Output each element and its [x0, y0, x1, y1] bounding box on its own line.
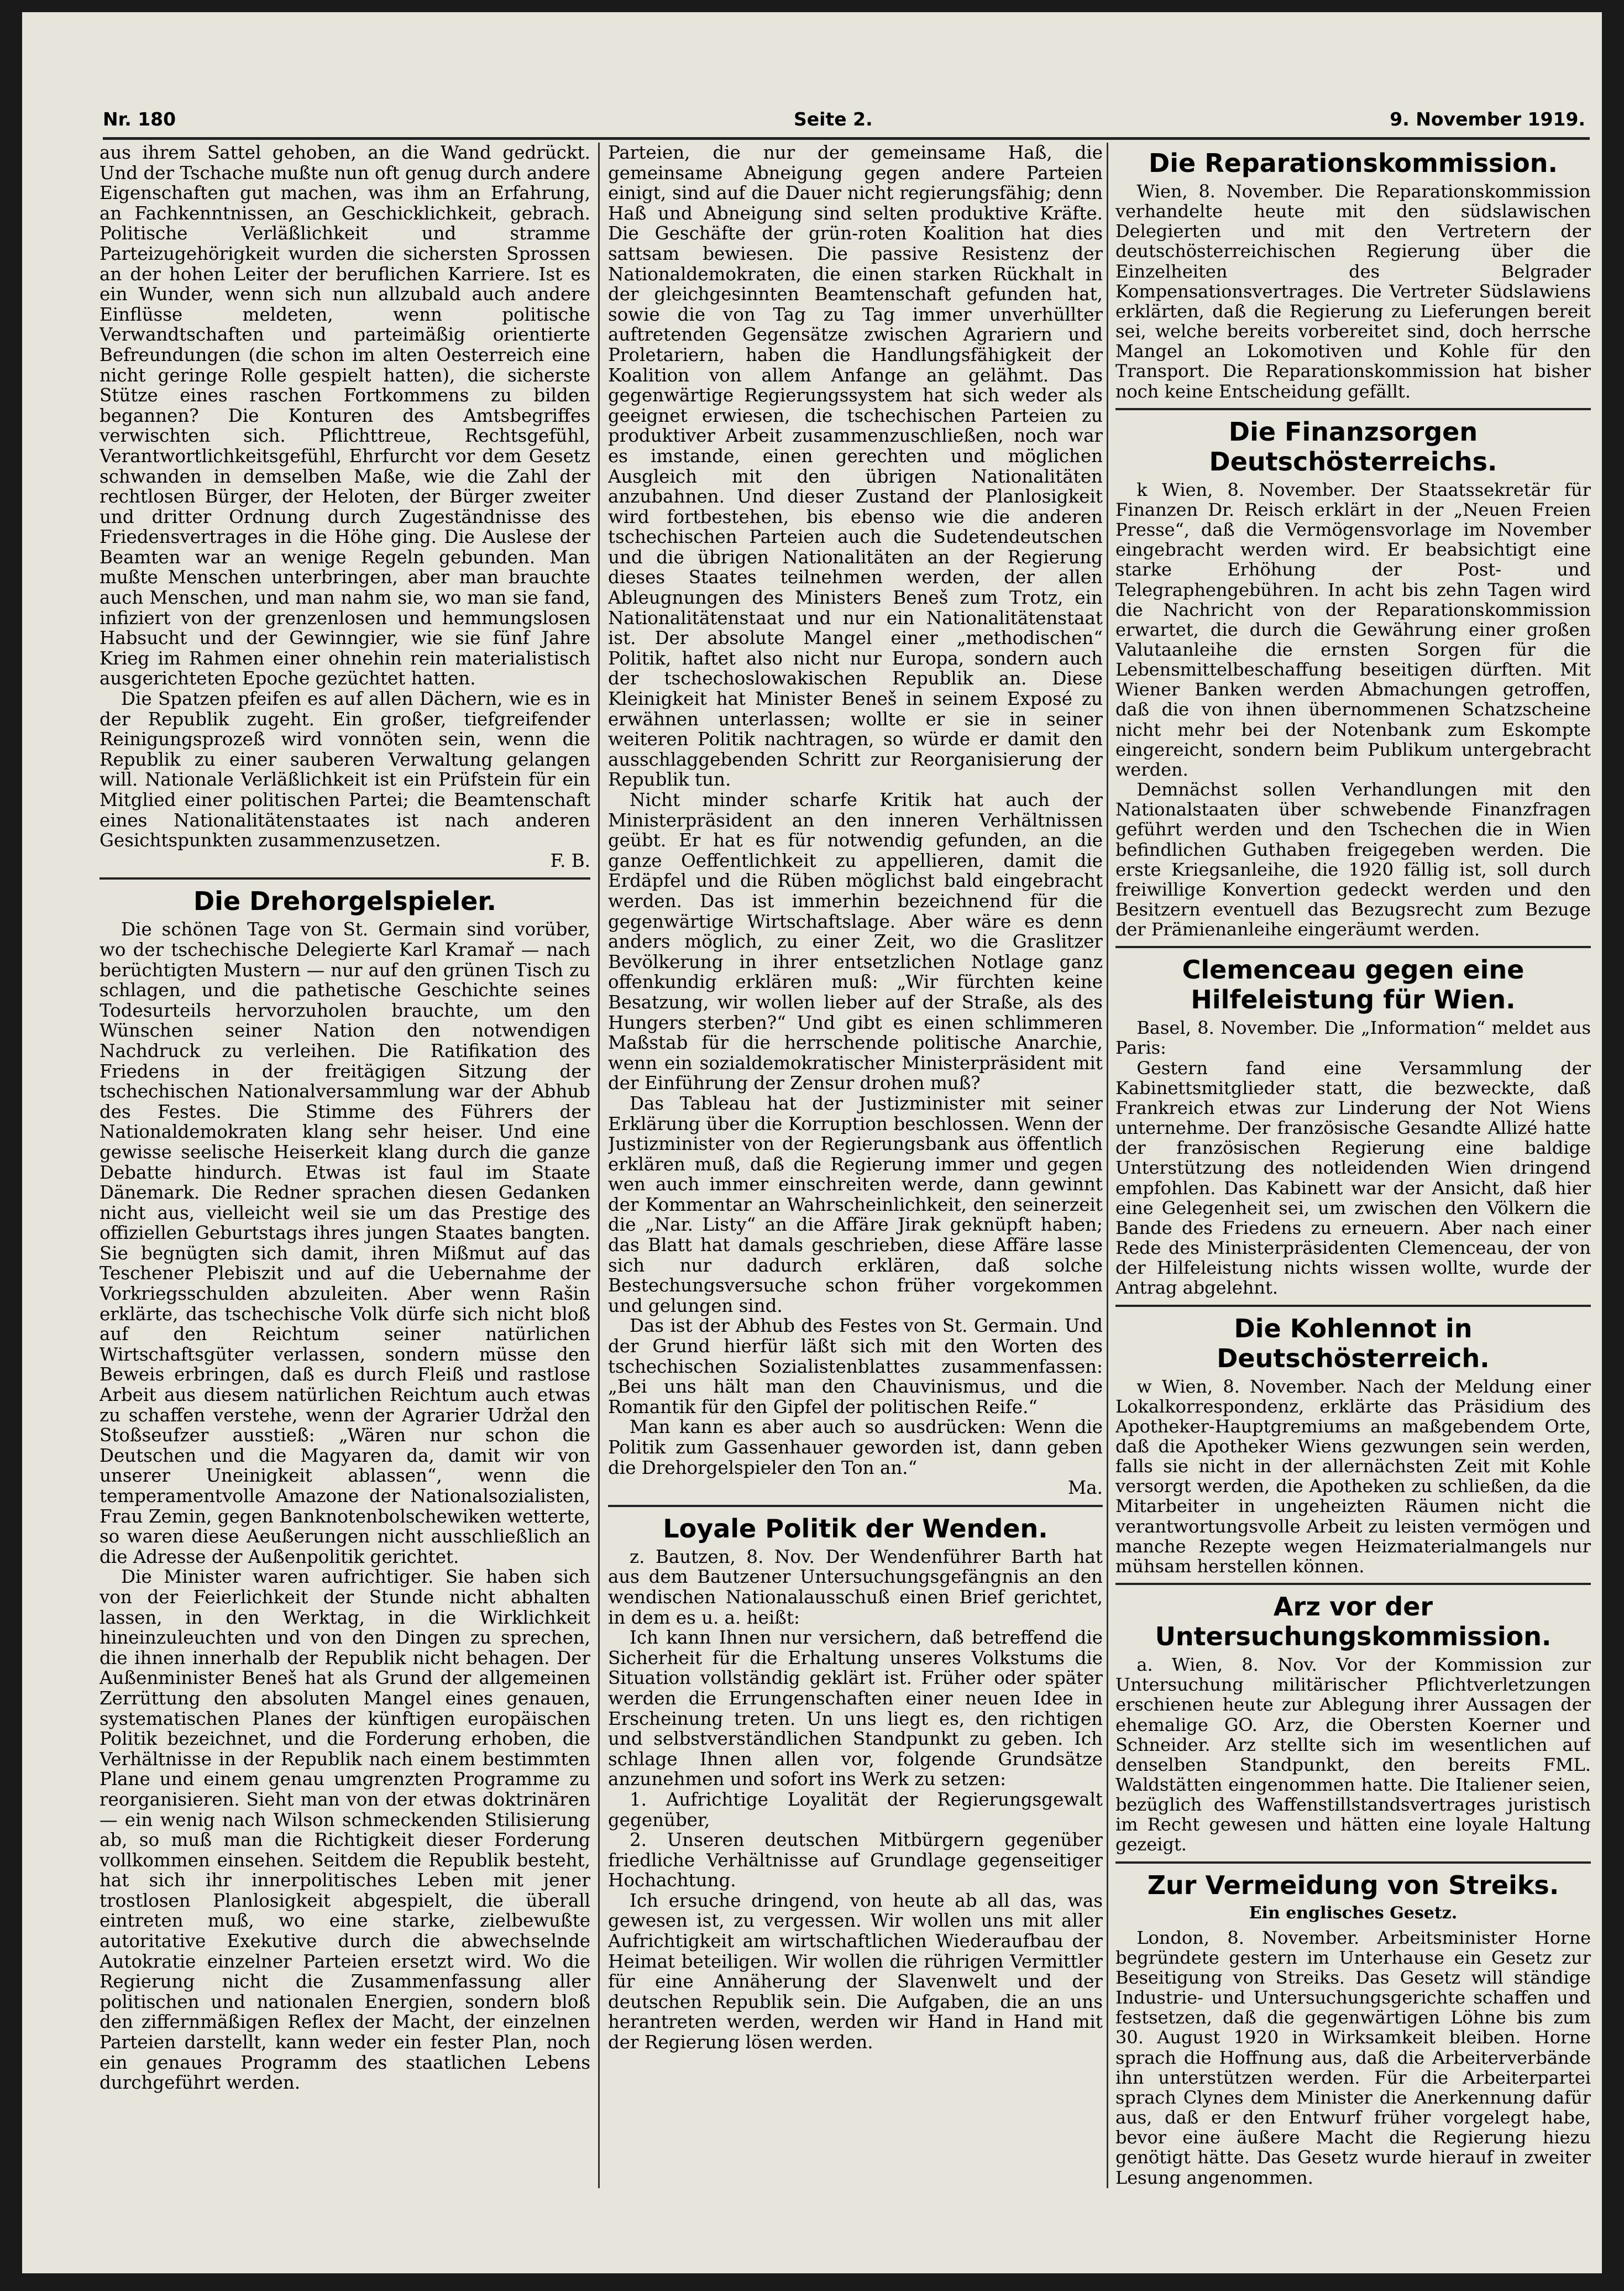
article-paragraph: Parteien, die nur der gemeinsame Haß, die gemeinsame Abneigung gegen andere Parteien einigt, sind auf die Dauer nicht regierungsfähig; denn Haß und Abneigung sind selten produktive Kräfte. Die Geschäfte der grün-roten Koalition hat dies sattsam bewiesen. Die passive Resistenz der Nationaldemokraten, die einen starken Rückhalt in der gleichgesinnten Beamtenschaft gefunden hat, sowie die von Tag zu Tag immer unverhüllter auftretenden Gegensätze zwischen Agrariern und Proletariern, haben die Handlungsfähigkeit der Koalition von allem Anfange an gelähmt. Das gegenwärtige Regierungssystem hat sich weder als geeignet erwiesen, die tschechischen Parteien zu produktiver Arbeit zusammenzuschließen, noch war es imstande, einen gerechten und möglichen Ausgleich mit den übrigen Nationalitäten anzubahnen. Und dieser Zustand der Planlosigkeit wird fortbestehen, bis ebenso wie die anderen tschechischen Parteien auch die Sudetendeutschen und die übrigen Nationalitäten an der Regierung dieses Staates teilnehmen werden, der allen Ableugnungen des Ministers Beneš zum Trotz, ein Nationalitätenstaat und nur ein Nationalitätenstaat ist. Der absolute Mangel einer „methodischen“ Politik, haftet also nicht nur Europa, sondern auch der tschechoslowakischen Republik an. Diese Kleinigkeit hat Minister Beneš in seinem Exposé zu erwähnen unterlassen; wollte er sie in seiner weiteren Politik nachtragen, so würde er damit den ausschlaggebenden Schritt zur Reorganisierung der Republik tun. — [608, 143, 1103, 791]
article-heading: Arz vor der Untersuchungskommission. — [1155, 1592, 1552, 1652]
article-paragraph: k Wien, 8. November. Der Staatssekretär für Finanzen Dr. Reisch erklärt in der „Neuen Freien Presse“, daß die Vermögensvorlage im November eingebracht werden wird. Er beabsichtigt eine starke Erhöhung der Post- und Telegraphengebühren. In acht bis zehn Tagen wird die Nachricht von der Reparationskommission erwartet, die durch die Gewährung einer großen Valutaanleihe die ernsten Sorgen für die Lebensmittelbeschaffung beseitigen dürften. Mit Wiener Banken werden Abmachungen getroffen, daß die von ihnen übernommenen Schatzscheine nicht mehr bei der Notenbank zum Eskompte eingereicht, sondern beim Publikum untergebracht werden. — [1115, 479, 1591, 780]
article-paragraph: a. Wien, 8. Nov. Vor der Kommission zur Untersuchung militärischer Pflichtverletzungen erschienen heute zur Ablegung ihrer Aussagen der ehemalige GO. Arz, die Obersten Koerner und Schneider. Arz stellte sich im wesentlichen auf denselben Standpunkt, den bereits FML. Waldstätten eingenommen hatte. Die Italiener seien, bezüglich des Waffenstillstandsvertrages juristisch im Recht gewesen und hätten eine loyale Haltung gezeigt. — [1115, 1654, 1591, 1855]
page-number: Seite 2. — [794, 108, 873, 130]
article-divider — [1115, 408, 1591, 410]
article-heading: Zur Vermeidung von Streiks. — [1147, 1870, 1559, 1900]
article-subheading: Ein englisches Gesetz. — [1249, 1903, 1458, 1923]
article-paragraph: Die Minister waren aufrichtiger. Sie haben sich von der Feierlichkeit der Stunde nicht abhalten lassen, in den Werktag, in die Wirklichkeit hineinzuleuchten und von den Dingen zu sprechen, die ihnen innerhalb der Republik nicht behagen. Der Außenminister Beneš hat als Grund der allgemeinen Zerrüttung den absoluten Mangel eines genauen, systematischen Planes der künftigen europäischen Politik bezeichnet, und die Forderung erhoben, die Verhältnisse in der Republik nach einem bestimmten Plane und einem genau umgrenzten Programme zu reorganisieren. Sieht man von der etwas doktrinären — ein wenig nach Wilson schmeckenden Stilisierung ab, so muß man die Richtigkeit dieser Forderung vollkommen einsehen. Seitdem die Republik besteht, hat sich ihr innerpolitisches Leben mit jener trostlosen Planlosigkeit abgespielt, die überall eintreten muß, wo eine starke, zielbewußte autoritative Exekutive durch die abwechselnde Autokratie einzelner Parteien ersetzt wird. Wo die Regierung nicht die Zusammenfassung aller politischen und nationalen Energien, sondern bloß den ziffernmäßigen Reflex der Macht, der einzelnen Parteien darstellt, kann weder ein fester Plan, noch ein genaues Programm des staatlichen Lebens durchgeführt werden. — [99, 1566, 590, 2094]
article-paragraph: Man kann es aber auch so ausdrücken: Wenn die Politik zum Gassenhauer geworden ist, dann geben die Drehorgelspieler den Ton an.“ — [608, 1416, 1103, 1478]
column-divider-1 — [598, 143, 600, 2188]
article-paragraph: Das ist der Abhub des Festes von St. Germain. Und der Grund hierfür läßt sich mit den Worten des tschechischen Sozialistenblattes zusammenfassen: „Bei uns hält man den Chauvinismus, und die Romantik für den Gipfel der politischen Reife.“ — [608, 1315, 1103, 1418]
article-paragraph: Die schönen Tage von St. Germain sind vorüber, wo der tschechische Delegierte Karl Kramař — nach berüchtigten Mustern — nur auf den grünen Tisch zu schlagen, und die pathetische Geschichte seines Todesurteils hervorzuholen brauchte, um den Wünschen seiner Nation den notwendigen Nachdruck zu verleihen. Die Ratifikation des Friedens in der freitägigen Sitzung der tschechischen Nationalversammlung war der Abhub des Festes. Die Stimme des Führers der Nationaldemokraten klang sehr heiser. Und eine gewisse seelische Heiserkeit klang durch die ganze Debatte hindurch. Etwas ist faul im Staate Dänemark. Die Redner sprachen diesen Gedanken nicht aus, vielleicht weil sie um das Prestige des offiziellen Geburtstags ihres jungen Staates bangten. Sie begnügten sich damit, ihren Mißmut auf das Teschener Plebiszit und auf die Uebernahme der Vorkriegsschulden abzuleiten. Aber wenn Rašin erklärte, das tschechische Volk dürfe sich nicht bloß auf den Reichtum seiner natürlichen Wirtschaftsgüter verlassen, sondern müsse den Beweis erbringen, daß es durch Fleiß und rastlose Arbeit aus diesem natürlichen Reichtum auch etwas zu schaffen verstehe, wenn der Agrarier Udržal den Stoßseufzer ausstieß: „Wären nur schon die Deutschen und die Magyaren da, damit wir von unserer Uneinigkeit ablassen“, wenn die temperamentvolle Amazone der Nationalsozialisten, Frau Zemin, gegen Banknotenbolschewiken wetterte, so waren diese Aeußerungen nicht ausschließlich an die Adresse der Außenpolitik gerichtet. — [99, 919, 590, 1567]
article-paragraph: Wien, 8. November. Die Reparationskommission verhandelte heute mit den südslawischen Delegierten und mit den Vertretern der deutschösterreichischen Regierung über die Einzelheiten des Belgrader Kompensationsvertrages. Die Vertreter Südslawiens erklärten, daß die Regierung zu Lieferungen bereit sei, welche bereits vorbereitet sind, doch herrsche Mangel an Lokomotiven und Kohle für den Transport. Die Reparationskommission hat bisher noch keine Entscheidung gefällt. — [1115, 181, 1591, 402]
article-heading: Clemenceau gegen eine Hilfeleistung für Wien. — [1182, 955, 1525, 1015]
article-paragraph: Das Tableau hat der Justizminister mit seiner Erklärung über die Korruption beschlossen. Wenn der Justizminister von der Regierungsbank aus öffentlich erklären muß, daß die Regierung immer und gegen wen auch immer einschreiten werde, dann gewinnt der Kommentar an Wahrscheinlichkeit, den seinerzeit die „Nar. Listy“ an die Affäre Jirak geknüpft haben; das Blatt hat damals geschrieben, diese Affäre lasse sich nur dadurch erklären, daß solche Bestechungsversuche schon früher vorgekommen und gelungen sind. — [608, 1092, 1103, 1316]
article-signature: F. B. — [550, 850, 590, 871]
article-paragraph: aus ihrem Sattel gehoben, an die Wand gedrückt. Und der Tschache mußte nun oft genug durch andere Eigenschaften gut machen, was ihm an Erfahrung, an Fachkenntnissen, an Geschicklichkeit, gebrach. Politische Verläßlichkeit und stramme Parteizugehörigkeit wurden die sichersten Sprossen an der hohen Leiter der beruflichen Karriere. Ist es ein Wunder, wenn sich nun allzubald auch andere Einflüsse meldeten, wenn politische Verwandtschaften und parteimäßig orientierte Befreundungen (die schon im alten Oesterreich eine nicht geringe Rolle gespielt hatten), die sicherste Stütze eines raschen Fortkommens zu bilden begannen? Die Konturen des Amtsbegriffes verwischten sich. Pflichttreue, Rechtsgefühl, Verantwortlichkeitsgefühl, Ehrfurcht vor dem Gesetz schwanden in demselben Maße, wie die Zahl der rechtlosen Bürger, der Heloten, der Bürger zweiter und dritter Ordnung durch Zugeständnisse des Friedensvertrages in die Höhe ging. Die Auslese der Beamten war an wenige Regeln gebunden. Man mußte Menschen unterbringen, aber man brauchte auch Menschen, und man nahm sie, wo man sie fand, infiziert von der grenzenlosen und hemmungslosen Habsucht und der Gewinngier, wie sie fünf Jahre Krieg im Rahmen einer ohnehin rein materialistisch ausgerichteten Epoche gezüchtet hatten. — [99, 143, 590, 689]
article-divider — [1115, 946, 1591, 948]
article-paragraph: Nicht minder scharfe Kritik hat auch der Ministerpräsident an den inneren Verhältnissen geübt. Er hat es für notwendig gefunden, an die ganze Oeffentlichkeit zu appellieren, damit die Erdäpfel und die Rüben möglichst bald eingebracht werden. Das ist immerhin bezeichnend für die gegenwärtige Wirtschaftslage. Aber wäre es denn anders möglich, zu einer Zeit, wo die Graslitzer Bevölkerung in ihrer entsetzlichen Notlage ganz offenkundig erklären muß: „Wir fürchten keine Besatzung, wir wollen lieber auf der Straße, als des Hungers sterben?“ Und gibt es einen schlimmeren Maßstab für die herrschende politische Anarchie, wenn ein sozialdemokratischer Ministerpräsident mit der Einführung der Zensur drohen muß? — [608, 789, 1103, 1094]
article-paragraph: London, 8. November. Arbeitsminister Horne begründete gestern im Unterhause ein Gesetz zur Beseitigung von Streiks. Das Gesetz will ständige Industrie- und Untersuchungsgerichte schaffen und festsetzen, daß die gegenwärtigen Löhne bis zum 30. August 1920 in Wirksamkeit bleiben. Horne sprach die Hoffnung aus, daß die Arbeiterverbände ihn unterstützen werden. Für die Arbeiterpartei sprach Clynes dem Minister die Anerkennung dafür aus, daß er den Entwurf früher vorgelegt habe, bevor eine äußere Macht die Regierung hiezu genötigt hätte. Das Gesetz wurde hierauf in zweiter Lesung angenommen. — [1115, 1927, 1591, 2188]
article-heading: Die Kohlennot in Deutschösterreich. — [1217, 1313, 1490, 1373]
article-divider — [99, 877, 590, 880]
article-paragraph: Gestern fand eine Versammlung der Kabinettsmitglieder statt, die bezweckte, daß Frankreich etwas zur Linderung der Not Wiens unternehme. Der französische Gesandte Allizé hatte der französischen Regierung eine baldige Unterstützung des notleidenden Wien dringend empfohlen. Das Kabinett war der Ansicht, daß hier eine Gelegenheit sei, um zwischen den Völkern die Bande des Friedens zu erneuern. Aber nach einer Rede des Ministerpräsidenten Clemenceau, der von der Hilfeleistung nichts wissen wollte, wurde der Antrag abgelehnt. — [1115, 1057, 1591, 1299]
article-paragraph: Demnächst sollen Verhandlungen mit den Nationalstaaten über schwebende Finanzfragen geführt werden und den Tschechen die in Wien befindlichen Guthaben freigegeben werden. Die erste Kriegsanleihe, die 1920 fällig ist, soll durch freiwillige Konvertion gedeckt werden und den Besitzern eventuell das Bezugsrecht zum Bezuge der Prämienanleihe eingeräumt werden. — [1115, 779, 1591, 940]
issue-number: Nr. 180 — [103, 108, 176, 130]
column-3 — [1115, 143, 1591, 2199]
article-signature: Ma. — [1068, 1477, 1103, 1499]
article-divider — [1115, 1305, 1591, 1307]
article-divider — [608, 1505, 1103, 1507]
article-paragraph: Basel, 8. November. Die „Information“ meldet aus Paris: — [1115, 1017, 1591, 1059]
column-1 — [99, 143, 590, 2199]
article-paragraph: Ich kann Ihnen nur versichern, daß betreffend die Sicherheit für die Erhaltung unseres Volkstums die Situation vollständig geklärt ist. Früher oder später werden die Errungenschaften einer neuen Idee in Erscheinung treten. Un uns liegt es, den richtigen und selbstverständlichen Standpunkt zu geben. Ich schlage Ihnen allen vor, folgende Grundsätze anzunehmen und sofort ins Werk zu setzen: — [608, 1627, 1103, 1790]
article-heading: Loyale Politik der Wenden. — [663, 1513, 1048, 1544]
article-paragraph: 2. Unseren deutschen Mitbürgern gegenüber friedliche Verhältnisse auf Grundlage gegenseitiger Hochachtung. — [608, 1829, 1103, 1891]
page-header — [103, 108, 1599, 135]
article-paragraph: Die Spatzen pfeifen es auf allen Dächern, wie es in der Republik zugeht. Ein großer, tiefgreifender Reinigungsprozeß wird vonnöten sein, wenn die Republik zu einer sauberen Verwaltung gelangen will. Nationale Verläßlichkeit ist ein Prüfstein für ein Mitglied einer politischen Partei; die Beamtenschaft eines Nationalitätenstaates ist nach anderen Gesichtspunkten zusammenzusetzen. — [99, 688, 590, 851]
article-heading: Die Finanzsorgen Deutschösterreichs. — [1209, 416, 1497, 477]
article-paragraph: Ich ersuche dringend, von heute ab all das, was gewesen ist, zu vergessen. Wir wollen uns mit aller Aufrichtigkeit am wirtschaftlichen Wiederaufbau der Heimat beteiligen. Wir wollen die rührigen Vermittler für eine Annäherung der Slavenwelt und der deutschen Republik sein. Die Aufgaben, die an uns herantreten werden, werden wir Hand in Hand mit der Regierung lösen werden. — [608, 1890, 1103, 2053]
issue-date: 9. November 1919. — [1390, 108, 1585, 130]
article-heading: Die Drehorgelspieler. — [193, 886, 496, 917]
column-divider-2 — [1107, 143, 1108, 2188]
article-divider — [1115, 1583, 1591, 1585]
article-paragraph: 1. Aufrichtige Loyalität der Regierungsgewalt gegenüber, — [608, 1788, 1103, 1830]
article-heading: Die Reparationskommission. — [1149, 148, 1558, 178]
article-divider — [1115, 1861, 1591, 1864]
column-2 — [608, 143, 1103, 2199]
article-paragraph: z. Bautzen, 8. Nov. Der Wendenführer Barth hat aus dem Bautzener Untersuchungsgefängnis an den wendischen Nationalausschuß einen Brief gerichtet, in dem es u. a. heißt: — [608, 1546, 1103, 1628]
header-rule — [103, 137, 1590, 140]
article-paragraph: w Wien, 8. November. Nach der Meldung einer Lokalkorrespondenz, erklärte das Präsidium des Apotheker-Hauptgremiums an maßgebendem Orte, daß die Apotheker Wiens gezwungen sein werden, falls sie nicht in der allernächsten Zeit mit Kohle versorgt werden, die Apotheken zu schließen, da die Mitarbeiter in ungeheizten Räumen nicht die verantwortungsvolle Arbeit zu leisten vermögen und manche Rezepte wegen Heizmaterialmangels nur mühsam herstellen können. — [1115, 1375, 1591, 1577]
